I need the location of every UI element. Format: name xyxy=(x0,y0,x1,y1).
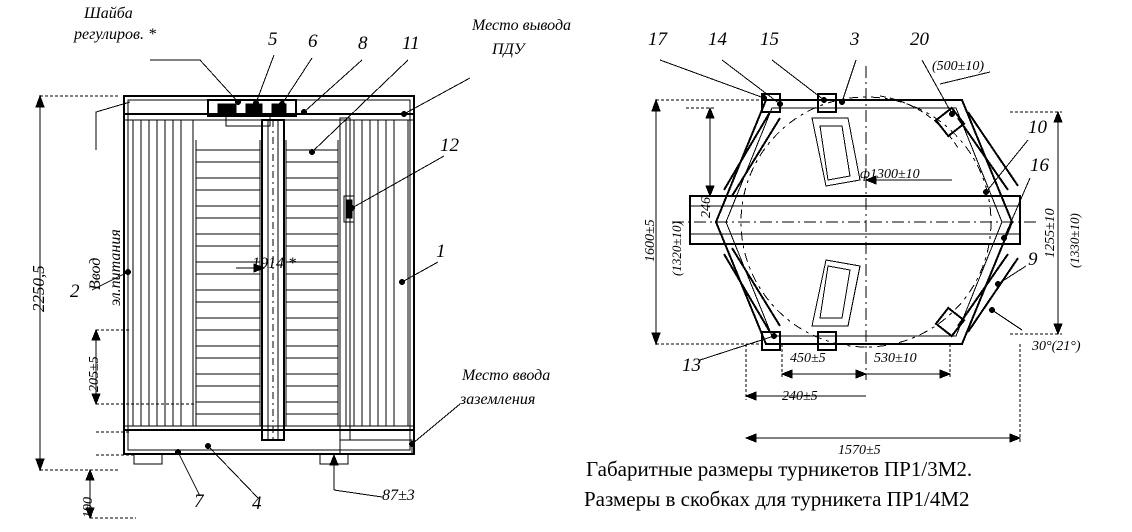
dimension-246: 246 xyxy=(699,197,714,218)
callout-6: 6 xyxy=(308,31,318,52)
caption-line-1: Габаритные размеры турникетов ПР1/3М2. xyxy=(586,457,973,481)
dimension-1300: ф1300±10 xyxy=(860,167,920,182)
callout-3: 3 xyxy=(850,29,860,50)
callout-16: 16 xyxy=(1030,155,1049,176)
dimension-height-190: 190 xyxy=(81,497,96,518)
callout-5: 5 xyxy=(268,29,278,50)
annotation-zazemlenie-line2: заземления xyxy=(460,391,536,408)
callout-11: 11 xyxy=(402,33,420,54)
annotation-shaiba-line2: регулиров. * xyxy=(74,26,156,43)
dimension-1330: (1330±10) xyxy=(1067,213,1082,268)
dimension-1255: 1255±10 xyxy=(1043,208,1058,258)
dimension-500: (500±10) xyxy=(932,59,985,74)
callout-10: 10 xyxy=(1028,117,1047,138)
dimension-width-1914: 1914 * xyxy=(252,255,296,272)
caption-line-2: Размеры в скобках для турникета ПР1/4М2 xyxy=(584,487,970,511)
dimension-450: 450±5 xyxy=(790,351,826,366)
annotation-pdu-line1: Место вывода xyxy=(472,17,572,34)
dimension-530: 530±10 xyxy=(874,351,917,366)
dimension-1570: 1570±5 xyxy=(838,443,881,458)
callout-8: 8 xyxy=(358,33,368,54)
callout-15: 15 xyxy=(760,29,779,50)
callout-7: 7 xyxy=(194,491,204,512)
annotation-zazemlenie-line1: Место ввода xyxy=(462,367,551,384)
callout-14: 14 xyxy=(708,29,727,50)
dimension-1600: 1600±5 xyxy=(643,219,658,262)
dimension-240: 240±5 xyxy=(782,389,818,404)
annotation-pdu-line2: ПДУ xyxy=(492,41,525,58)
callout-4: 4 xyxy=(252,493,262,514)
annotation-vvod-line1: Ввод xyxy=(87,257,104,290)
callout-17: 17 xyxy=(648,29,667,50)
callout-13: 13 xyxy=(682,355,701,376)
dimension-gap-87: 87±3 xyxy=(382,487,415,504)
dimension-height-total: 2250,5 xyxy=(29,265,48,312)
dimension-height-205: 205±5 xyxy=(87,356,102,392)
callout-2: 2 xyxy=(70,281,80,302)
callout-12: 12 xyxy=(440,135,459,156)
annotation-shaiba-line1: Шайба xyxy=(84,5,133,22)
annotation-vvod-line2: эл.питания xyxy=(107,229,124,306)
callout-20: 20 xyxy=(910,29,929,50)
dimension-1320: (1320±10) xyxy=(669,221,684,276)
callout-1: 1 xyxy=(436,241,446,262)
dimension-angle: 30°(21°) xyxy=(1032,339,1081,354)
callout-9: 9 xyxy=(1028,249,1038,270)
